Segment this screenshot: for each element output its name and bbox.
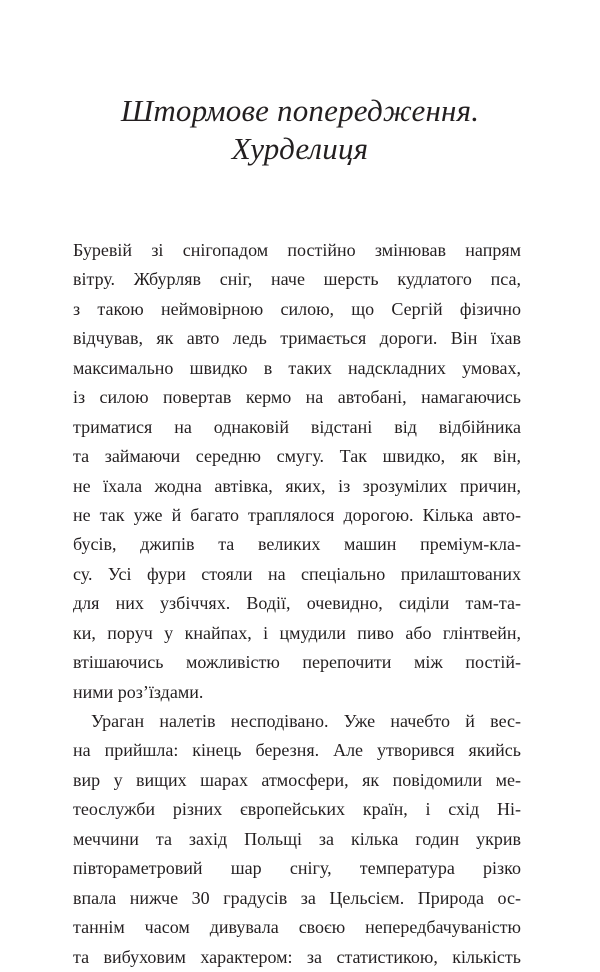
text-line: бусів, джипів та великих машин преміум-кла- [73, 534, 521, 555]
text-line: на прийшла: кінець березня. Але утворився якийсь [73, 740, 521, 761]
chapter-body-text [73, 236, 521, 972]
text-line: впала нижче 30 градусів за Цельсієм. Природа ос- [73, 887, 521, 908]
chapter-title-line-2: Хурделиця [231, 131, 369, 166]
text-line: не так уже й багато траплялося дорогою. Кілька авто- [73, 504, 521, 525]
text-line: не їхала жодна автівка, яких, із зрозумілих причин, [73, 475, 521, 496]
text-line: вітру. Жбурляв сніг, наче шерсть кудлатого пса, [73, 269, 521, 290]
text-line: триматися на однаковій відстані від відбійника [73, 416, 521, 437]
text-line: та займаючи середню смугу. Так швидко, як він, [73, 446, 521, 467]
text-line: таннім часом дивувала своєю непередбачуваністю [73, 917, 521, 938]
text-line: відчував, як авто ледь тримається дороги. Він їхав [73, 328, 521, 349]
text-line: вир у вищих шарах атмосфери, як повідомили ме- [73, 769, 521, 790]
chapter-title-line-1: Штормове попередження. [120, 93, 480, 128]
text-line: із силою повертав кермо на автобані, намагаючись [73, 387, 521, 408]
text-line: втішаючись можливістю перепочити між постій- [73, 652, 521, 673]
text-line: максимально швидко в таких надскладних умовах, [73, 357, 521, 378]
text-line: теослужби різних європейських країн, і схід Ні- [73, 799, 521, 820]
text-line: меччини та захід Польщі за кілька годин укрив [73, 828, 521, 849]
text-line: су. Усі фури стояли на спеціально прилаштованих [73, 563, 521, 584]
text-line: з такою неймовірною силою, що Сергій фізично [73, 298, 521, 319]
text-line: Ураган налетів несподівано. Уже начебто й вес- [91, 711, 521, 731]
text-line: та вибуховим характером: за статистикою, кількість [73, 946, 521, 967]
text-line: для них узбіччях. Водії, очевидно, сиділи там-та- [73, 593, 521, 614]
text-line: півтораметровий шар снігу, температура різко [73, 858, 521, 879]
text-line: ки, поруч у кнайпах, і цмудили пиво або глінтвейн, [73, 622, 521, 643]
chapter-title [60, 92, 540, 168]
text-line: ними роз’їздами. [73, 681, 204, 702]
text-line: Буревій зі снігопадом постійно змінював напрям [73, 240, 521, 260]
